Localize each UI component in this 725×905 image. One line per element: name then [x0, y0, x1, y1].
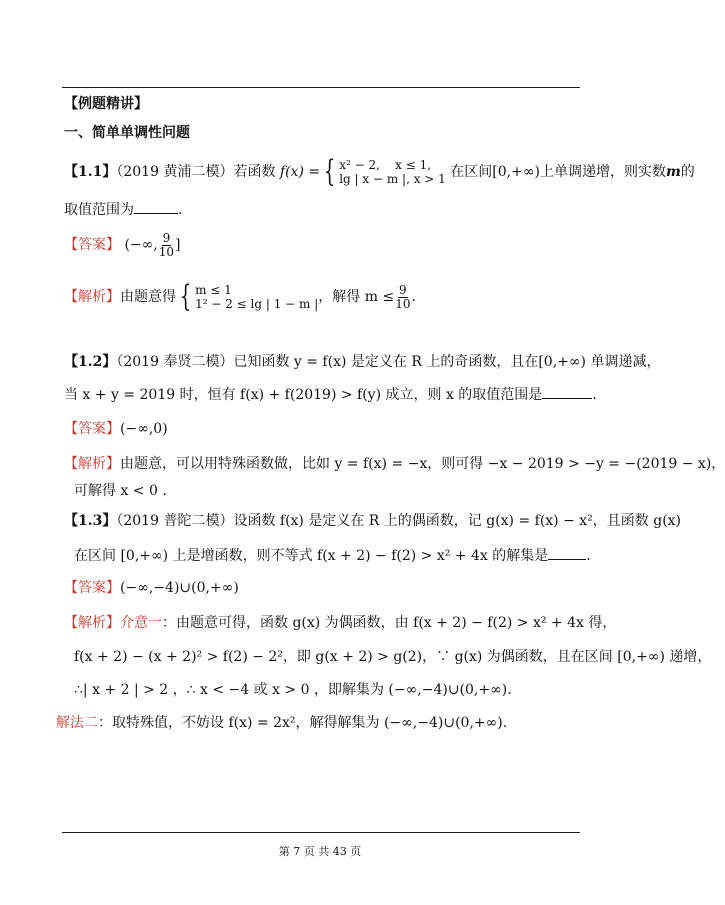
- problem-source: （2019 黄浦二模）: [116, 164, 234, 180]
- bottom-rule: [62, 832, 580, 833]
- problem-1-3-analysis-line3: ∴| x + 2 | > 2 ，∴ x < −4 或 x > 0 ，即解集为 (−∞,−4)∪(0,+∞).: [74, 682, 512, 698]
- page-number: 第 7 页 共 43 页: [278, 845, 362, 858]
- method2-label: 解法二: [56, 715, 98, 731]
- answer-blank: [134, 199, 178, 214]
- analysis-label: 【解析】: [64, 456, 120, 472]
- answer-label: 【答案】: [64, 237, 120, 253]
- problem-1-1-analysis: 【解析】由题意得 { m ≤ 1 1² − 2 ≤ lg | 1 − m | ，解得 m ≤ $\frac{9}{10}$ .: [64, 279, 416, 314]
- problem-1-2-answer: 【答案】(−∞,0): [64, 421, 168, 437]
- answer-blank: [548, 545, 586, 560]
- problem-tag: 【1.3】: [64, 513, 117, 529]
- problem-tag: 【1.2】: [64, 354, 117, 370]
- problem-1-1-line2: 取值范围为 .: [64, 199, 182, 220]
- problem-1-3-analysis: 【解析】介意一：由题意可得，函数 g(x) 为偶函数，由 f(x + 2) − f(2) > x² + 4x 得，: [64, 615, 617, 631]
- problem-1-1-line1: 【1.1】（2019 黄浦二模）若函数 f(x) = { x² − 2, x ≤ 1, lg | x − m |, x > 1 在区间[0,+∞)上单调递增，则实数m的: [64, 154, 695, 189]
- problem-1-3-answer: 【答案】(−∞,−4)∪(0,+∞): [64, 580, 239, 596]
- problem-1-2-line1: 【1.2】（2019 奉贤二模）已知函数 y = f(x) 是定义在 R 上的奇函数，且在[0,+∞) 单调递减，: [64, 354, 661, 370]
- analysis-label: 【解析】: [64, 289, 120, 305]
- method1-label: 介意一: [120, 615, 162, 631]
- answer-label: 【答案】: [64, 421, 120, 437]
- problem-1-2-analysis: 【解析】由题意，可以用特殊函数做，比如 y = f(x) = −x，则可得 −x − 2019 > −y = −(2019 − x)，: [64, 456, 725, 472]
- subsection-title: 一、简单单调性问题: [64, 125, 190, 141]
- piecewise-cases: x² − 2, x ≤ 1, lg | x − m |, x > 1: [339, 158, 446, 186]
- problem-tag: 【1.1】: [64, 164, 117, 180]
- analysis-label: 【解析】: [64, 615, 120, 631]
- answer-blank: [542, 384, 592, 399]
- piecewise-brace: {: [323, 154, 336, 189]
- problem-1-1-answer: 【答案】 (−∞, $\frac{9}{10}$ ]: [64, 230, 181, 259]
- fraction: $\frac{9}{10}$: [158, 230, 175, 259]
- problem-1-2-line2: 当 x + y = 2019 时，恒有 f(x) + f(2019) > f(y) 成立，则 x 的取值范围是 .: [64, 384, 597, 405]
- section-title: 【例题精讲】: [64, 96, 148, 112]
- top-rule: [62, 87, 580, 88]
- problem-1-3-line1: 【1.3】（2019 普陀二模）设函数 f(x) 是定义在 R 上的偶函数，记 g(x) = f(x) − x²，且函数 g(x): [64, 513, 682, 529]
- problem-1-3-method2: 解法二：取特殊值，不妨设 f(x) = 2x²，解得解集为 (−∞,−4)∪(0,+∞).: [56, 715, 508, 731]
- answer-label: 【答案】: [64, 580, 120, 596]
- problem-1-3-analysis-line2: f(x + 2) − (x + 2)² > f(2) − 2²，即 g(x + 2) > g(2)，∵ g(x) 为偶函数，且在区间 [0,+∞) 递增，: [74, 649, 712, 665]
- problem-1-3-line2: 在区间 [0,+∞) 上是增函数，则不等式 f(x + 2) − f(2) > x² + 4x 的解集是 .: [74, 545, 591, 566]
- problem-1-2-analysis-line2: 可解得 x < 0 .: [74, 483, 167, 499]
